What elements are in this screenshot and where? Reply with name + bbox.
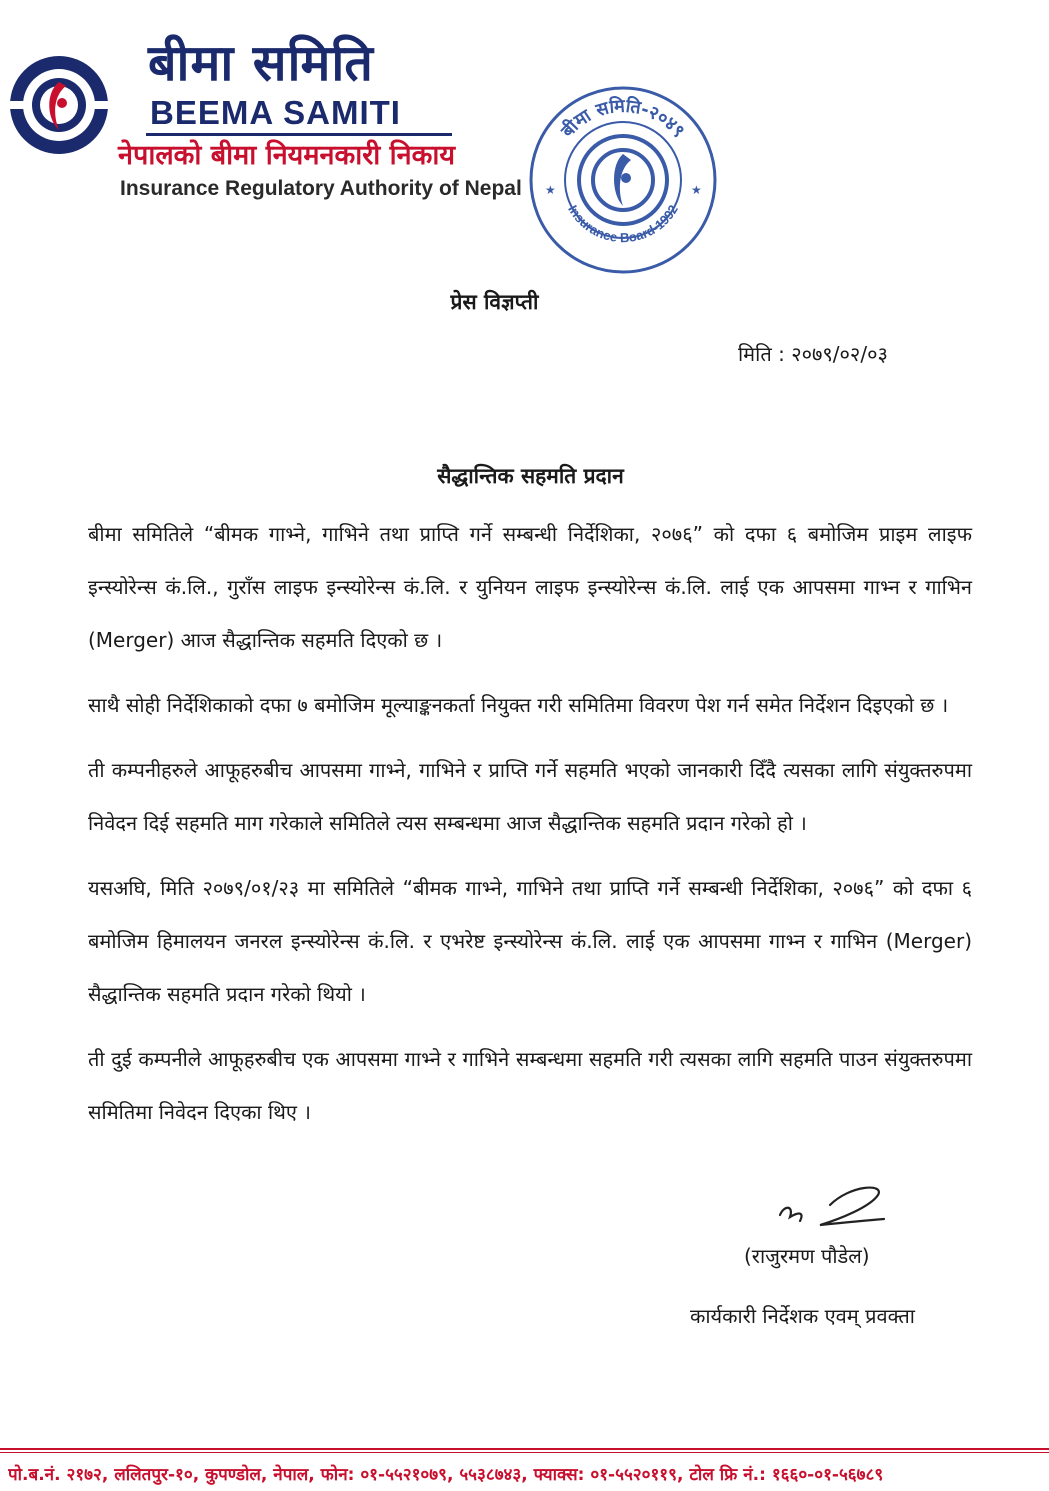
svg-text:★: ★ [691, 183, 702, 197]
tagline-nepali: नेपालको बीमा नियमनकारी निकाय [118, 140, 455, 171]
brand-name-nepali: बीमा समिति [148, 34, 374, 92]
document-subject: सैद्धान्तिक सहमति प्रदान [437, 464, 624, 488]
svg-text:★: ★ [545, 183, 556, 197]
body-paragraph: बीमा समितिले “बीमक गाभ्ने, गाभिने तथा प्राप्ति गर्ने सम्बन्धी निर्देशिका, २०७६” को दफा ६ बमोजिम प्राइम लाइफ इन्स्योरेन्स कं.लि., गुराँस लाइफ इन्स्योरेन्स कं.लि. र युनियन लाइफ इन्स्योरेन्स कं.लि. लाई एक आपसमा गाभ्न र गाभिन (Merger) आज सैद्धान्तिक सहमति दिएको छ । [88, 522, 972, 652]
date-label: मिति : [738, 342, 785, 366]
document-body [88, 508, 972, 1151]
date-value: २०७९/०२/०३ [791, 342, 888, 366]
signer-name: (राजुरमण पौडेल) [744, 1244, 870, 1268]
body-paragraph: यसअघि, मिति २०७९/०१/२३ मा समितिले “बीमक गाभ्ने, गाभिने तथा प्राप्ति गर्ने सम्बन्धी निर्देशिका, २०७६” को दफा ६ बमोजिम हिमालयन जनरल इन्स्योरेन्स कं.लि. र एभरेष्ट इन्स्योरेन्स कं.लि. लाई एक आपसमा गाभ्न र गाभिन (Merger) सैद्धान्तिक सहमति प्रदान गरेको थियो । [88, 876, 972, 1006]
body-paragraph: ती दुई कम्पनीले आफूहरुबीच एक आपसमा गाभ्ने र गाभिने सम्बन्धमा सहमति गरी त्यसका लागि सहमति पाउन संयुक्तरुपमा समितिमा निवेदन दिएका थिए । [88, 1047, 972, 1124]
body-paragraph: साथै सोही निर्देशिकाको दफा ७ बमोजिम मूल्याङ्कनकर्ता नियुक्त गरी समितिमा विवरण पेश गर्न समेत निर्देशन दिइएको छ । [88, 693, 949, 717]
brand-underline [146, 133, 452, 136]
signer-title: कार्यकारी निर्देशक एवम् प्रवक्ता [690, 1304, 915, 1328]
official-seal-stamp [525, 82, 721, 278]
document-title: प्रेस विज्ञप्ती [450, 290, 539, 314]
footer-divider-thin [0, 1452, 1049, 1453]
tagline-english: Insurance Regulatory Authority of Nepal [120, 177, 522, 200]
document-date [738, 340, 888, 367]
beema-samiti-logo-icon [6, 52, 112, 158]
seal-top-text: बीमा समिति-२०४९ [557, 95, 689, 142]
brand-name-english: BEEMA SAMITI [150, 94, 401, 131]
body-paragraph: ती कम्पनीहरुले आफूहरुबीच आपसमा गाभ्ने, गाभिने र प्राप्ति गर्ने सहमति भएको जानकारी दिँदै त्यसका लागि संयुक्तरुपमा निवेदन दिई सहमति माग गरेकाले समितिले त्यस सम्बन्धमा आज सैद्धान्तिक सहमति प्रदान गरेको हो । [88, 758, 972, 835]
footer-address: पो.ब.नं. २१७२, ललितपुर-१०, कुपण्डोल, नेपाल, फोन: ०१-५५२१०७९, ५५३८७४३, फ्याक्स: ०१-५५२०११९, टोल फ्रि नं.: १६६०-०१-५६७८९ [8, 1465, 884, 1485]
handwritten-signature [760, 1175, 900, 1235]
seal-bottom-text: Insurance Board-1992 [565, 202, 681, 246]
footer-divider [0, 1448, 1049, 1450]
seal-emblem-icon [579, 136, 667, 224]
